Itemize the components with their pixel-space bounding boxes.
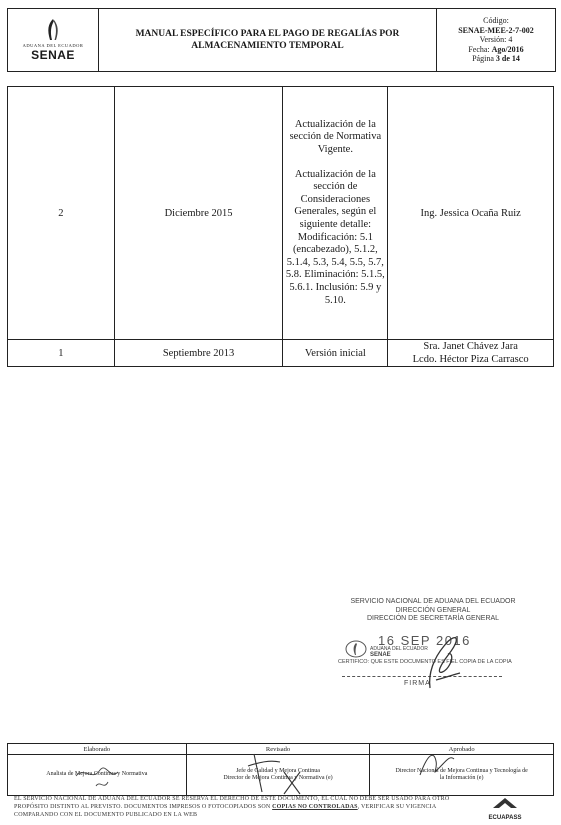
senae-logo xyxy=(8,9,99,71)
logo-small-text: ADUANA DEL ECUADOR xyxy=(22,43,84,48)
senae-emblem-icon xyxy=(42,18,64,42)
revision-description xyxy=(283,87,388,340)
revision-description: Versión inicial xyxy=(283,340,388,367)
revision-number: 1 xyxy=(8,340,115,367)
stamp-line-1: SERVICIO NACIONAL DE ADUANA DEL ECUADOR xyxy=(350,598,516,605)
stamp-cert-text: CERTIFICO: QUE ESTE DOCUMENTO ES FIEL COPIA DE LA COPIA xyxy=(338,659,512,665)
disclaimer-text xyxy=(14,795,469,819)
document-meta xyxy=(437,9,555,71)
revision-description-part2: Actualización de la sección de Consideraciones Generales, según el siguiente detalle: Modificación: 5.1 (encabezado), 5.1.2, 5.1.4, 5.3, 5.4, 5.5, 5.7, 5.8. Eliminación: 5.1.5, 5.6.1. Inclusión: 5.9 y 5.10. xyxy=(285,168,385,306)
codigo-value: SENAE-MEE-2-7-002 xyxy=(458,25,534,35)
certification-stamp xyxy=(338,598,528,687)
stamp-date: 16 SEP 2016 xyxy=(378,633,471,648)
revision-date: Diciembre 2015 xyxy=(114,87,283,340)
header-aprobado: Aprobado xyxy=(370,744,554,755)
revision-description-part1: Actualización de la sección de Normativa Vigente. xyxy=(289,118,382,156)
stamp-logo-text-1: ADUANA DEL ECUADOR xyxy=(370,646,428,652)
revisado-roles xyxy=(186,755,370,796)
header-revisado: Revisado xyxy=(186,744,370,755)
stamp-line-2: DIRECCIÓN GENERAL xyxy=(395,606,471,614)
pagina-label: Página xyxy=(472,54,496,64)
disclaimer-part-1: EL SERVICIO NACIONAL DE ADUANA DEL ECUADOR SE RESERVA EL DERECHO DE ESTE DOCUMENTO, EL CUAL NO DEBE SER USADO PARA OTRO PROPÓSITO DISTINTO AL PREVISTO. DOCUMENTOS IMPRESOS O FOTOCOPIADOS SON xyxy=(14,796,450,810)
stamp-logo-text-2: SENAE xyxy=(370,651,391,658)
revisado-role-2: Director de Mejora Continua y Normativa (e) xyxy=(223,775,333,781)
revision-number: 2 xyxy=(8,87,115,340)
revision-authors xyxy=(388,340,554,367)
header-elaborado: Elaborado xyxy=(8,744,187,755)
table-row xyxy=(8,744,554,755)
pagina-line xyxy=(437,54,555,64)
table-row xyxy=(8,340,554,367)
aprobado-role-1: Director Nacional de Mejora Continua y Tecnología de xyxy=(395,767,528,774)
fecha-line xyxy=(437,45,555,55)
disclaimer-copias: COPIAS NO CONTROLADAS xyxy=(272,804,358,810)
fecha-label: Fecha: xyxy=(468,44,492,54)
handwritten-signature-icon xyxy=(400,628,480,692)
ecuapass-text: ECUAPASS xyxy=(488,815,522,821)
revision-table xyxy=(7,86,554,367)
fecha-value: Ago/2016 xyxy=(491,44,524,54)
aprobado-role xyxy=(370,755,554,796)
table-row xyxy=(8,87,554,340)
stamp-firma-label: FIRMA xyxy=(404,680,431,687)
elaborado-role: Analista de Mejora Continua y Normativa xyxy=(8,755,187,796)
version-text: Versión: 4 xyxy=(479,35,513,45)
ecuapass-logo xyxy=(481,796,529,821)
approval-table xyxy=(7,743,554,796)
ecuapass-emblem-icon xyxy=(491,796,519,810)
aprobado-role-2: la Información (e) xyxy=(439,775,484,781)
document-header xyxy=(7,8,556,72)
revision-author: Lcdo. Héctor Piza Carrasco xyxy=(412,354,529,365)
stamp-line-3: DIRECCIÓN DE SECRETARÍA GENERAL xyxy=(366,615,500,622)
revision-date: Septiembre 2013 xyxy=(114,340,283,367)
table-row xyxy=(8,755,554,796)
stamp-logo-icon xyxy=(344,639,368,659)
codigo-label: Código: xyxy=(483,16,509,26)
pagina-value: 3 de 14 xyxy=(495,54,520,64)
disclaimer-part-2: , VERIFICAR SU VIGENCIA COMPARANDO CON EL DOCUMENTO PUBLICADO EN LA WEB xyxy=(14,804,437,818)
revision-author: Sra. Janet Chávez Jara xyxy=(423,341,518,352)
revisado-role-1: Jefe de Calidad y Mejora Continua xyxy=(236,767,320,774)
document-title: MANUAL ESPECÍFICO PARA EL PAGO DE REGALÍAS POR ALMACENAMIENTO TEMPORAL xyxy=(99,9,437,71)
logo-big-text: SENAE xyxy=(31,48,75,62)
revision-author: Ing. Jessica Ocaña Ruiz xyxy=(388,87,554,340)
